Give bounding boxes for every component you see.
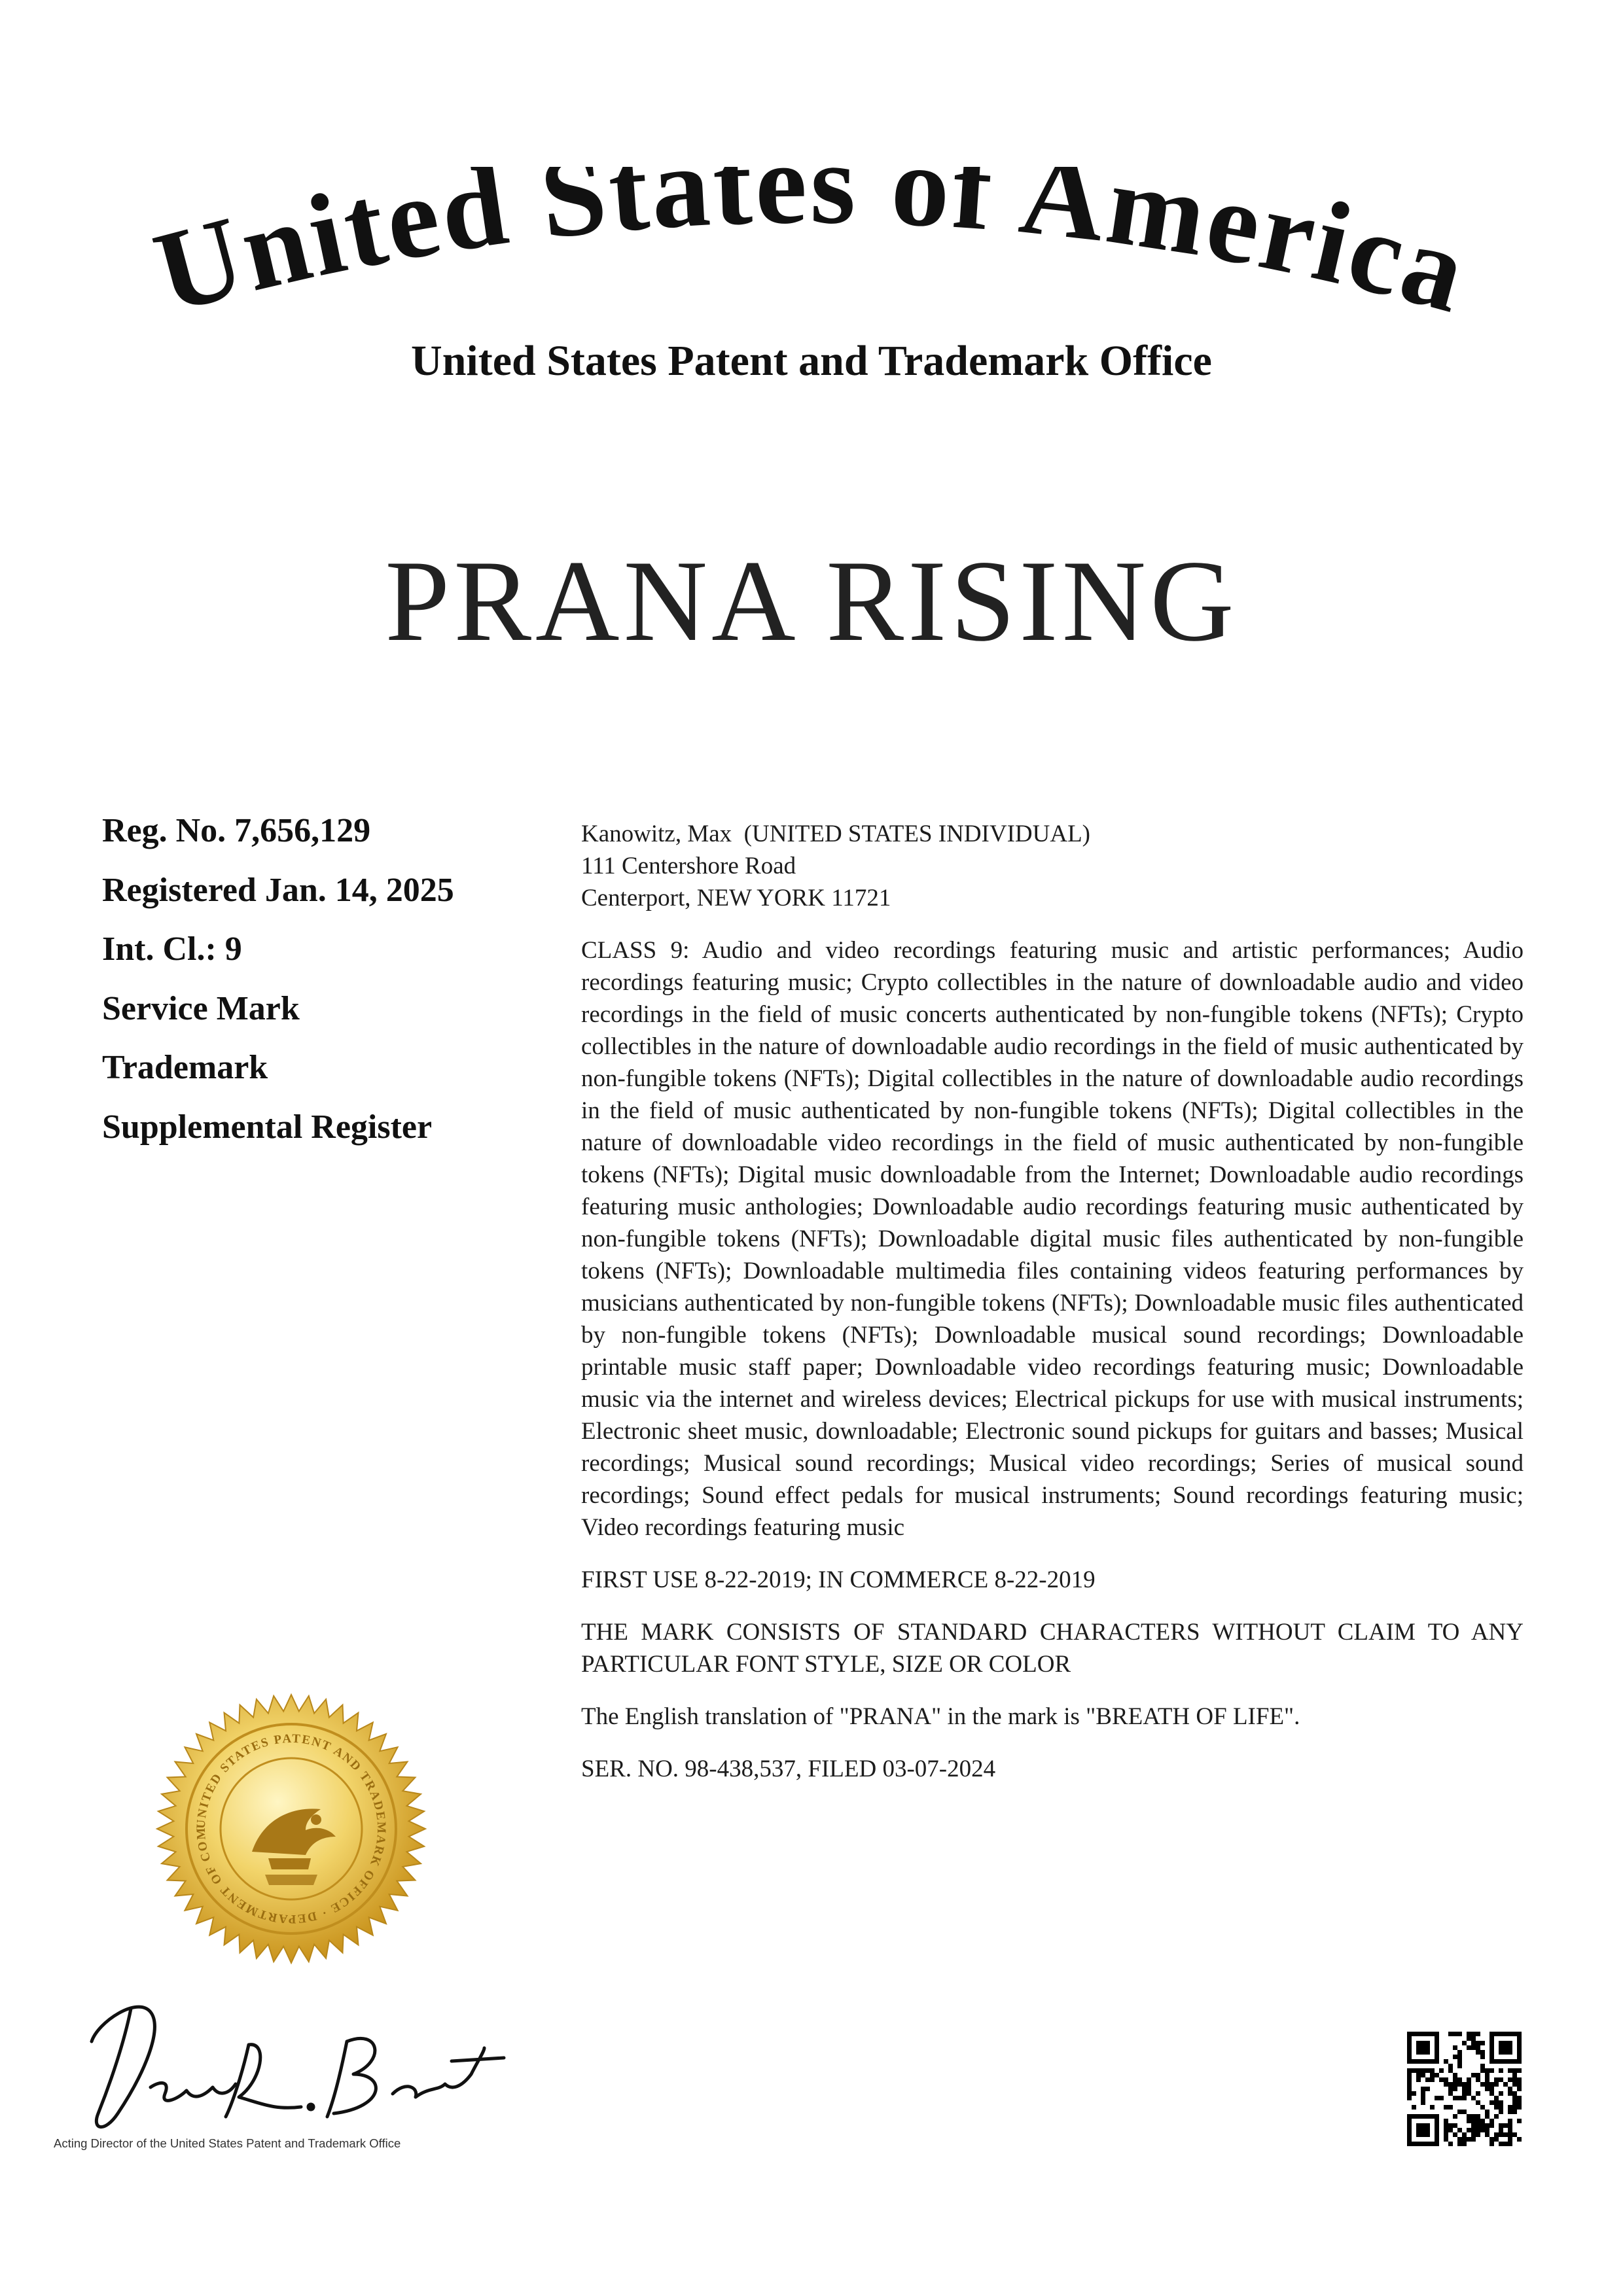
seal-ring-text: UNITED STATES PATENT AND TRADEMARK OFFICE · DEPARTMENT OF COM	[194, 1731, 389, 1926]
qr-code[interactable]	[1407, 2032, 1522, 2146]
standard-characters-statement: THE MARK CONSISTS OF STANDARD CHARACTERS WITHOUT CLAIM TO ANY PARTICULAR FONT STYLE, SIZE OR COLOR	[581, 1619, 1524, 1678]
owner-city: Centerport, NEW YORK 11721	[581, 885, 891, 911]
registration-info	[102, 802, 521, 1157]
office-title: United States Patent and Trademark Office	[411, 337, 1212, 383]
signature-caption: Acting Director of the United States Patent and Trademark Office	[54, 2136, 401, 2150]
translation-statement: The English translation of "PRANA" in the mark is "BREATH OF LIFE".	[581, 1703, 1300, 1730]
registration-details	[581, 818, 1524, 1805]
owner-name: Kanowitz, Max (UNITED STATES INDIVIDUAL)	[581, 821, 1090, 847]
certificate-banner	[98, 167, 1525, 383]
goods-description: CLASS 9: Audio and video recordings featuring music and artistic performances; Audio recordings featuring music; Crypto collectibles in the nature of downloadable audio and video recordings in the field of music concerts authenticated by non-fungible tokens (NFTs); Crypto collectibles in the nature of downloadable audio recordings in the field of music authenticated by non-fungible tokens (NFTs); Digital collectibles in the nature of downloadable audio recordings in the field of music authenticated by non-fungible tokens (NFTs); Digital collectibles in the nature of downloadable video recordings in the field of music authenticated by non-fungible tokens (NFTs); Digital music downloadable from the Internet; Downloadable audio recordings featuring music anthologies; Downloadable audio recordings featuring music authenticated by non-fungible tokens (NFTs); Downloadable digital music files authenticated by non-fungible tokens (NFTs); Downloadable multimedia files containing videos featuring performances by musicians authenticated by non-fungible tokens (NFTs); Downloadable music files authenticated by non-fungible tokens (NFTs); Downloadable musical sound recordings; Downloadable printable music staff paper; Downloadable video recordings featuring music; Downloadable music via the internet and wireless devices; Electrical pickups for use with musical instruments; Electronic sheet music, downloadable; Electronic sound pickups for guitars and basses; Musical recordings; Musical sound recordings; Musical video recordings; Series of musical sound recordings; Sound effect pedals for musical instruments; Sound recordings featuring music; Video recordings featuring music	[581, 937, 1524, 1541]
director-signature	[52, 1983, 524, 2140]
register-type: Supplemental Register	[102, 1108, 433, 1146]
owner-street: 111 Centershore Road	[581, 853, 796, 879]
first-use: FIRST USE 8-22-2019; IN COMMERCE 8-22-2019	[581, 1566, 1096, 1593]
mark-title: PRANA RISING	[385, 536, 1238, 665]
uspto-seal	[154, 1691, 429, 1966]
international-class: Int. Cl.: 9	[102, 930, 242, 968]
owner-address	[581, 818, 1524, 914]
serial-number: SER. NO. 98-438,537, FILED 03-07-2024	[581, 1756, 996, 1782]
registered-date: Registered Jan. 14, 2025	[102, 871, 454, 909]
reg-number: Reg. No. 7,656,129	[102, 812, 371, 849]
mark-type-trademark: Trademark	[102, 1049, 268, 1086]
mark-type-service: Service Mark	[102, 989, 300, 1027]
country-title: United States of America	[142, 167, 1482, 338]
